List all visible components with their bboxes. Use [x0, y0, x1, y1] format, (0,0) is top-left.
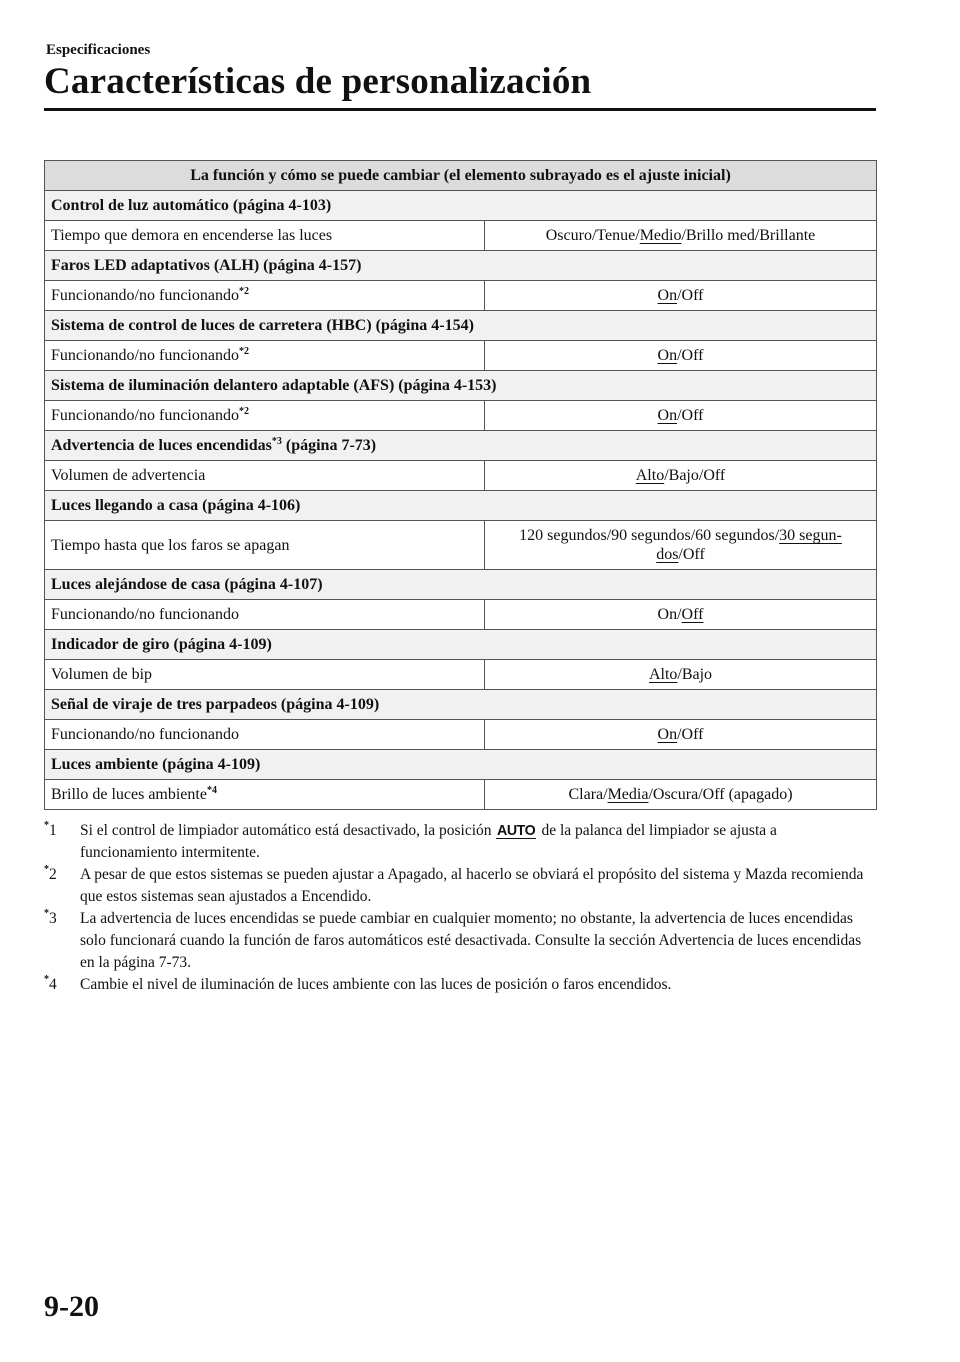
- setting-values: [485, 600, 877, 630]
- footnote-text: A pesar de que estos sistemas se pueden ajustar a Apagado, al hacerlo se obviará el propósito del sistema y Mazda recomienda que estos sistemas sean ajustados a Encendido.: [80, 866, 864, 905]
- group-row: [45, 311, 877, 341]
- default-value: On: [657, 407, 678, 424]
- group-title-text: (página 7-73): [281, 437, 377, 454]
- table-row: [45, 281, 877, 311]
- table-row: [45, 720, 877, 750]
- value-text: 120 segundos/90 segundos/60 segundos/: [519, 527, 780, 544]
- footnote-ref: *3: [271, 436, 282, 447]
- table-row: [45, 461, 877, 491]
- setting-name: Tiempo que demora en encenderse las luces: [45, 221, 485, 251]
- footnotes: [44, 820, 874, 996]
- footnote: [44, 864, 874, 908]
- footnote: [44, 974, 874, 996]
- group-title: Luces alejándose de casa (página 4-107): [45, 570, 877, 600]
- setting-values: [485, 461, 877, 491]
- footnote-text: Si el control de limpiador automático está desactivado, la posición AUTO de la palanca del limpiador se ajusta a funcionamiento intermitente.: [80, 822, 777, 861]
- table-row: [45, 401, 877, 431]
- group-title-text: Advertencia de luces encendidas: [51, 437, 272, 454]
- setting-name: [45, 341, 485, 371]
- default-value: Media: [607, 786, 649, 803]
- footnote-ref: *4: [206, 785, 217, 796]
- setting-values: [485, 341, 877, 371]
- table-row: [45, 221, 877, 251]
- footnote-ref: *2: [238, 406, 249, 417]
- setting-name: Funcionando/no funcionando: [45, 600, 485, 630]
- customization-table: [44, 160, 877, 810]
- footnote-mark: *4: [44, 974, 57, 993]
- group-row: [45, 750, 877, 780]
- value-text: /Brillo med/Brillante: [681, 227, 816, 244]
- setting-name-text: Funcionando/no funcionando: [51, 347, 239, 364]
- setting-values: [485, 720, 877, 750]
- group-row: [45, 191, 877, 221]
- value-text: /Bajo: [677, 666, 713, 683]
- group-title: Faros LED adaptativos (ALH) (página 4-157): [45, 251, 877, 281]
- group-title: [45, 431, 877, 461]
- group-row: [45, 690, 877, 720]
- setting-values: [485, 521, 877, 570]
- group-title: Sistema de iluminación delantero adaptable (AFS) (página 4-153): [45, 371, 877, 401]
- group-title: Señal de viraje de tres parpadeos (página 4-109): [45, 690, 877, 720]
- default-value: dos: [656, 546, 679, 563]
- table-row: [45, 660, 877, 690]
- table-header-row: [45, 161, 877, 191]
- default-value: Alto: [635, 467, 665, 484]
- setting-name-text: Funcionando/no funcionando: [51, 407, 239, 424]
- footnote: [44, 820, 874, 864]
- footnote-ref: *2: [238, 346, 249, 357]
- group-title: Luces llegando a casa (página 4-106): [45, 491, 877, 521]
- group-title: Sistema de control de luces de carretera (HBC) (página 4-154): [45, 311, 877, 341]
- default-value: 30 segun-: [779, 527, 842, 544]
- setting-name: Volumen de bip: [45, 660, 485, 690]
- group-row: [45, 251, 877, 281]
- table-row: [45, 521, 877, 570]
- wiper-auto-icon: AUTO: [497, 822, 536, 839]
- table-row: [45, 600, 877, 630]
- title-divider: [44, 108, 876, 111]
- setting-name-text: Brillo de luces ambiente: [51, 786, 207, 803]
- setting-name: Volumen de advertencia: [45, 461, 485, 491]
- setting-name: [45, 780, 485, 810]
- value-text: /Off: [678, 546, 705, 563]
- setting-values: [485, 780, 877, 810]
- table-row: [45, 780, 877, 810]
- group-title: Control de luz automático (página 4-103): [45, 191, 877, 221]
- value-text: On/: [657, 606, 682, 623]
- setting-values: [485, 281, 877, 311]
- default-value: Off: [681, 606, 704, 623]
- setting-values: [485, 401, 877, 431]
- group-row: [45, 431, 877, 461]
- value-text: /Bajo/Off: [664, 467, 726, 484]
- value-text: /Off: [677, 347, 704, 364]
- footnote: [44, 908, 874, 974]
- value-text: Clara/: [568, 786, 608, 803]
- value-text: /Oscura/Off (apagado): [648, 786, 793, 803]
- default-value: Alto: [648, 666, 678, 683]
- page-number: 9-20: [44, 1290, 99, 1323]
- default-value: On: [657, 347, 678, 364]
- section-label: Especificaciones: [46, 42, 151, 58]
- footnote-text: La advertencia de luces encendidas se puede cambiar en cualquier momento; no obstante, la advertencia de luces encendidas solo funcionará cuando la función de faros automáticos esté desactivada. Consulte la sección Advertencia de luces encendidas en la página 7-73.: [80, 910, 862, 971]
- page-title: Características de personalización: [44, 61, 592, 102]
- value-text: /Off: [677, 726, 704, 743]
- footnote-ref: *2: [238, 286, 249, 297]
- setting-name: Tiempo hasta que los faros se apagan: [45, 521, 485, 570]
- group-row: [45, 491, 877, 521]
- value-text: Oscuro/Tenue/: [545, 227, 640, 244]
- default-value: On: [657, 287, 678, 304]
- footnote-mark: *2: [44, 864, 57, 883]
- setting-name: Funcionando/no funcionando: [45, 720, 485, 750]
- setting-name: [45, 401, 485, 431]
- group-row: [45, 371, 877, 401]
- table-header: La función y cómo se puede cambiar (el elemento subrayado es el ajuste inicial): [45, 161, 877, 191]
- footnote-mark: *3: [44, 908, 57, 927]
- setting-values: [485, 660, 877, 690]
- group-title: Luces ambiente (página 4-109): [45, 750, 877, 780]
- group-title: Indicador de giro (página 4-109): [45, 630, 877, 660]
- setting-name: [45, 281, 485, 311]
- default-value: On: [657, 726, 678, 743]
- group-row: [45, 570, 877, 600]
- footnote-mark: *1: [44, 820, 57, 839]
- table-row: [45, 341, 877, 371]
- default-value: Medio: [639, 227, 682, 244]
- value-text: /Off: [677, 407, 704, 424]
- setting-name-text: Funcionando/no funcionando: [51, 287, 239, 304]
- footnote-text: Cambie el nivel de iluminación de luces ambiente con las luces de posición o faros encendidos.: [80, 976, 672, 993]
- group-row: [45, 630, 877, 660]
- value-text: /Off: [677, 287, 704, 304]
- setting-values: [485, 221, 877, 251]
